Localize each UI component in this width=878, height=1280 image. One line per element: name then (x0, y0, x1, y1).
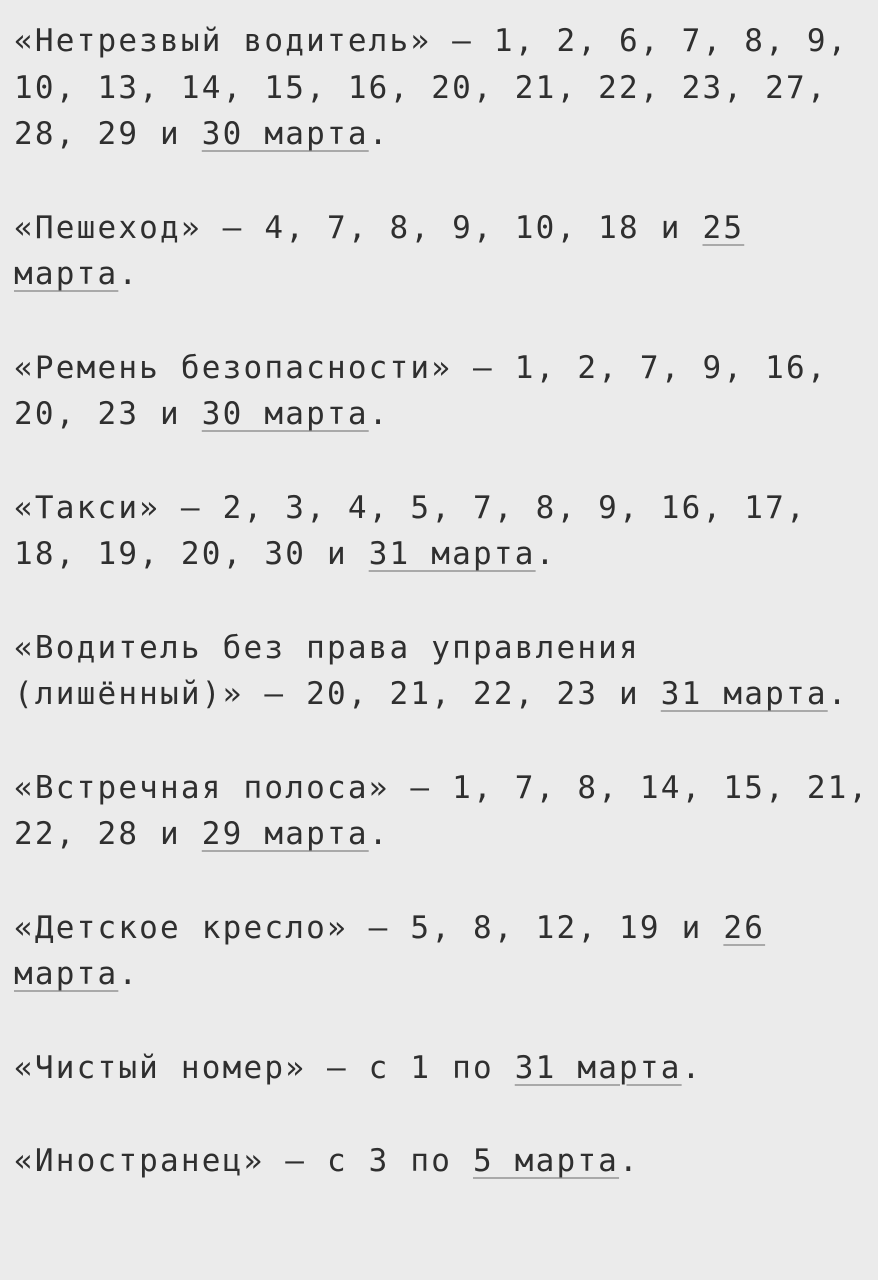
date-link[interactable]: 26 марта (14, 909, 766, 992)
entry-chistyj-nomer (14, 1045, 878, 1092)
entry-end: . (619, 1143, 640, 1179)
entry-taksi (14, 485, 878, 578)
entry-text: «Водитель без права управления (лишённый)» — 20, 21, 22, 23 и (14, 629, 661, 712)
entry-end: . (681, 1049, 703, 1086)
entry-text: «Детское кресло» — 5, 8, 12, 19 и (14, 909, 724, 946)
entry-inostranec (14, 1138, 878, 1185)
date-link[interactable]: 31 марта (660, 676, 828, 712)
entry-end: . (535, 536, 557, 572)
date-link[interactable]: 31 марта (514, 1049, 682, 1086)
entry-remen-bezopasnosti (14, 345, 878, 438)
date-link[interactable]: 30 марта (201, 396, 369, 432)
date-link[interactable]: 5 марта (473, 1143, 620, 1179)
date-link[interactable]: 29 марта (201, 816, 369, 852)
entry-text: «Такси» — 2, 3, 4, 5, 7, 8, 9, 16, 17, 18, 19, 20, 30 и (14, 489, 807, 572)
entry-text: «Иностранец» — с 3 по (14, 1143, 473, 1179)
entry-peshehod (14, 205, 878, 298)
entry-end: . (827, 676, 849, 712)
entry-text: «Чистый номер» — с 1 по (14, 1049, 515, 1086)
date-link[interactable]: 25 марта (14, 209, 745, 292)
entry-end: . (368, 816, 390, 852)
date-link[interactable]: 31 марта (368, 536, 536, 572)
entry-text: «Ремень безопасности» — 1, 2, 7, 9, 16, 20, 23 и (14, 349, 828, 432)
entry-vstrechnaya-polosa (14, 765, 878, 858)
date-link[interactable]: 30 марта (201, 116, 369, 152)
entry-end: . (368, 116, 390, 152)
entry-text: «Встречная полоса» — 1, 7, 8, 14, 15, 21, 22, 28 и (14, 769, 870, 852)
entry-detskoe-kreslo (14, 905, 878, 998)
entry-end: . (368, 396, 390, 432)
entry-end: . (118, 256, 140, 292)
entry-voditel-bez-prava (14, 625, 878, 718)
entry-text: «Нетрезвый водитель» — 1, 2, 6, 7, 8, 9, 10, 13, 14, 15, 16, 20, 21, 22, 23, 27, 28, 29 и (14, 23, 849, 152)
entry-netrezvyj-voditel (14, 18, 878, 158)
entry-text: «Пешеход» — 4, 7, 8, 9, 10, 18 и (14, 209, 703, 246)
entry-end: . (118, 956, 140, 992)
